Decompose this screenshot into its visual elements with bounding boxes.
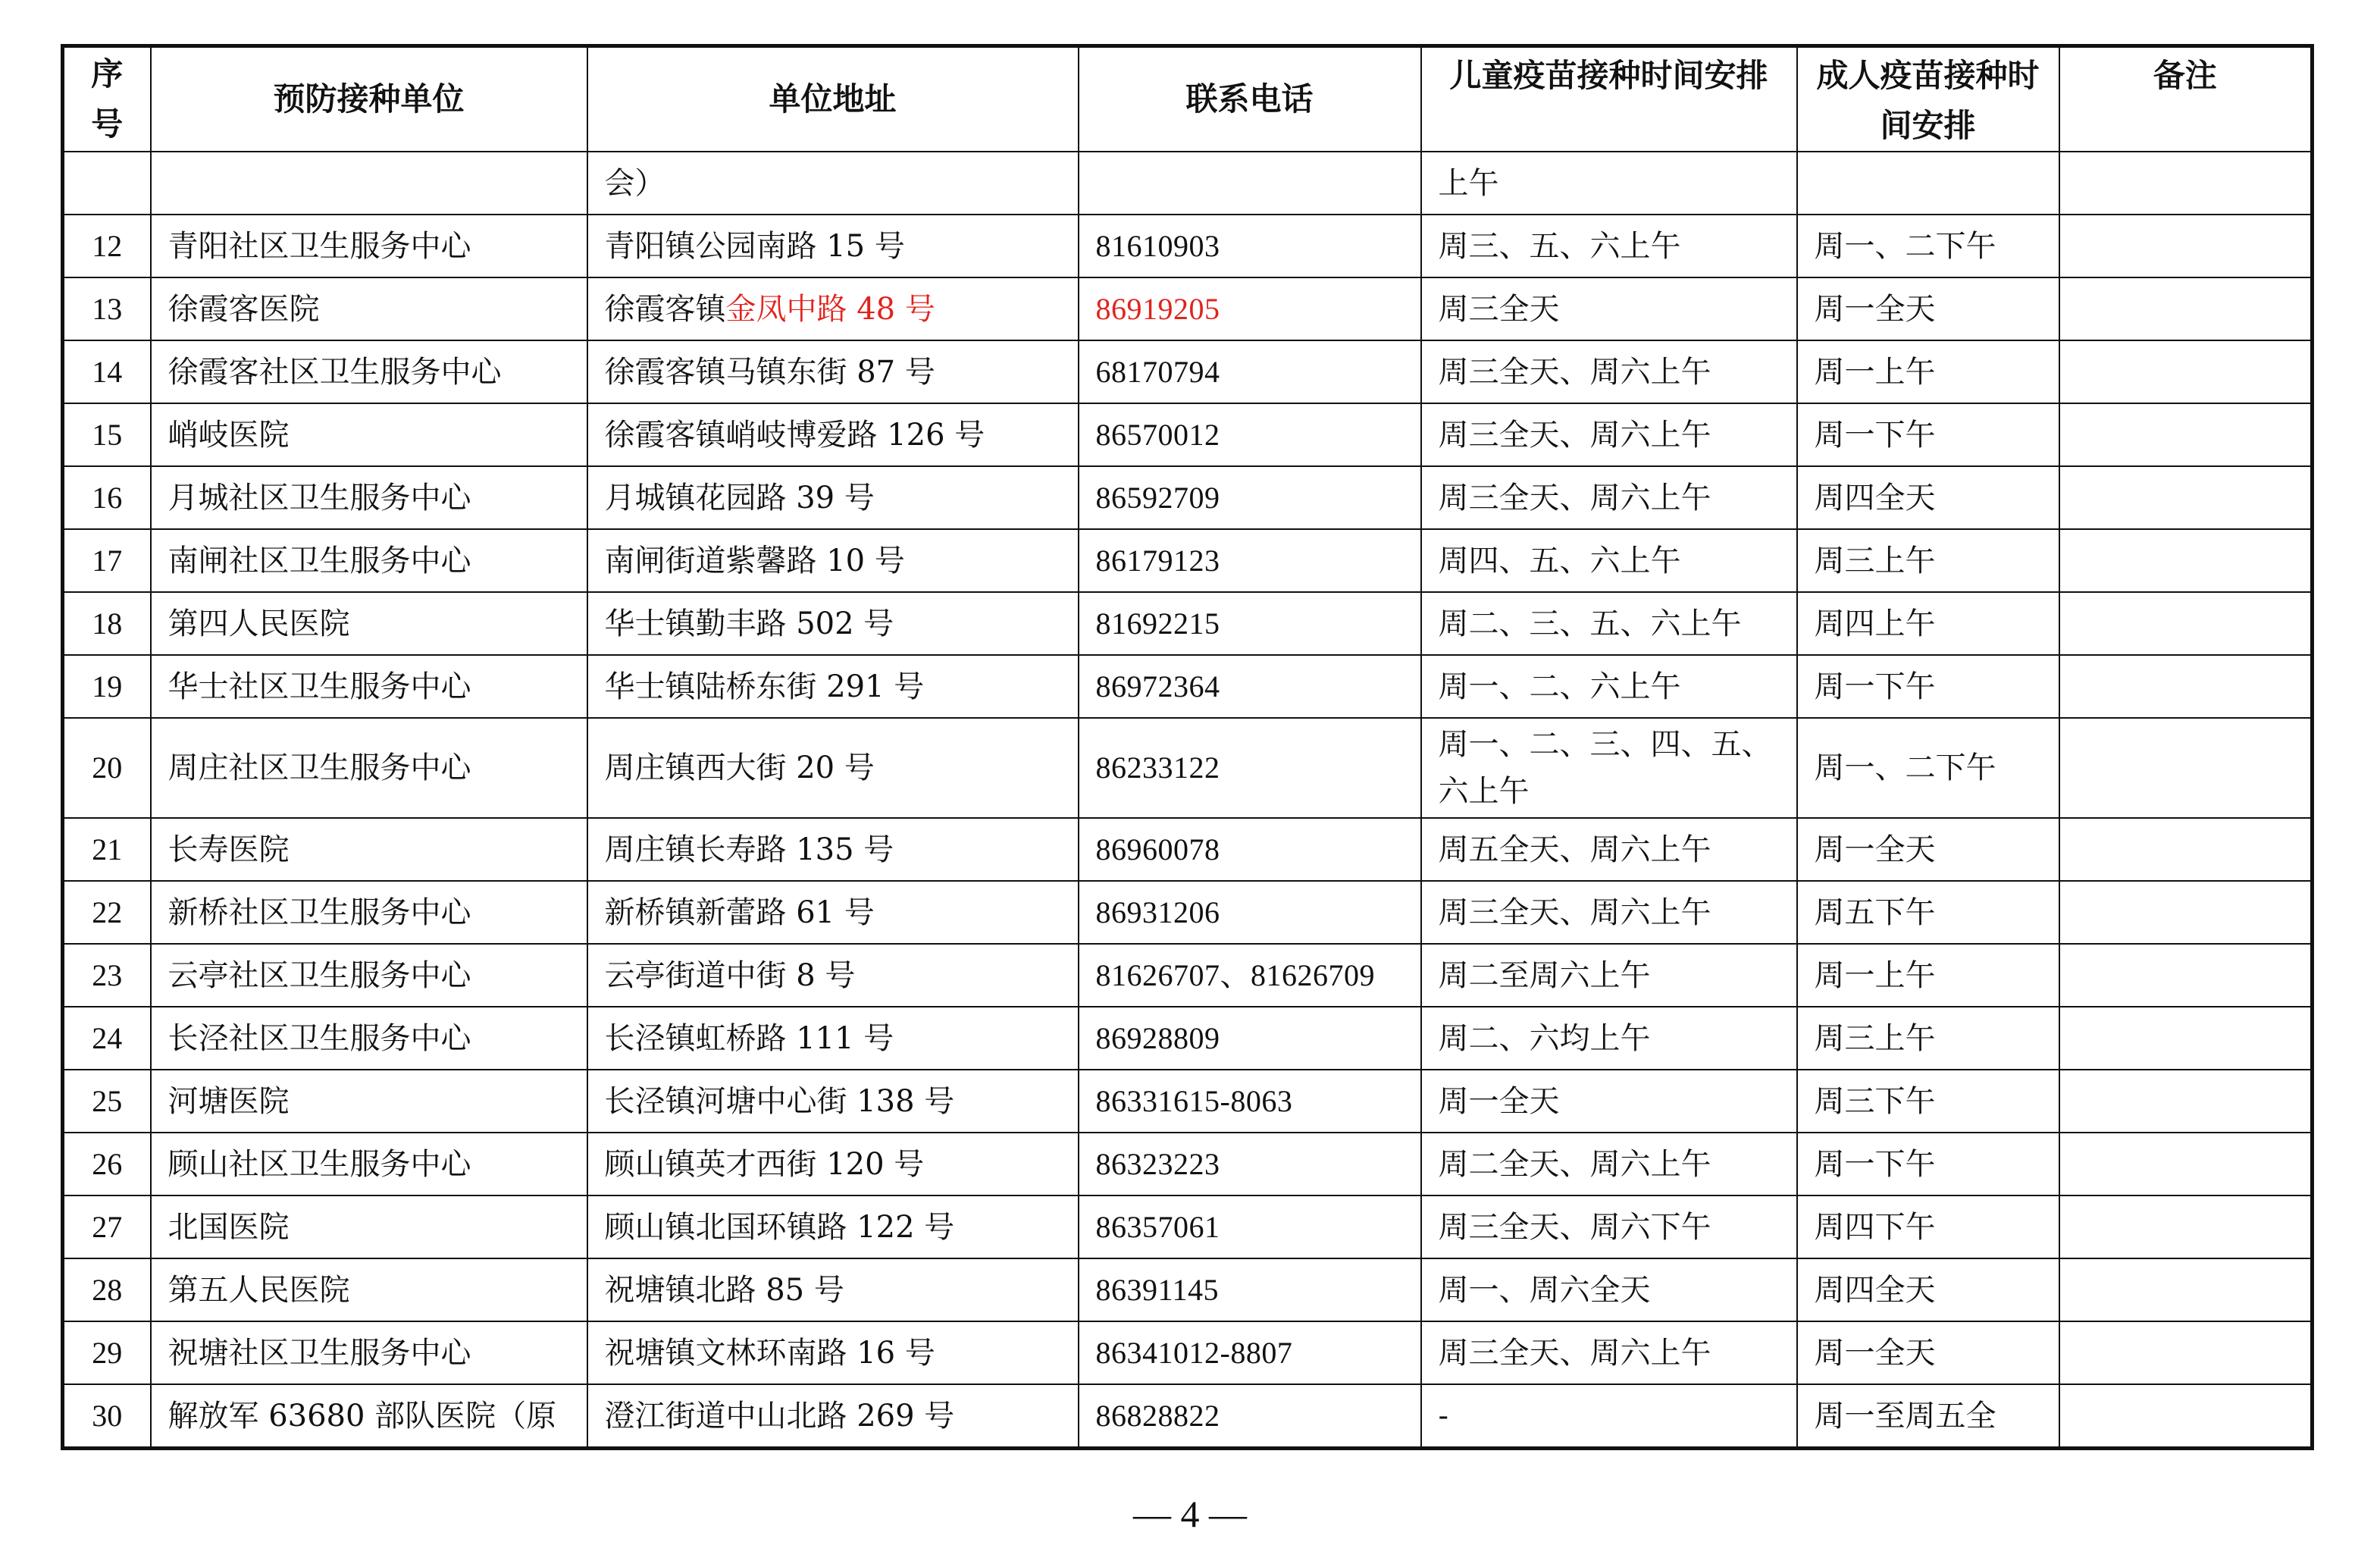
cell-unit: 顾山社区卫生服务中心 bbox=[151, 1133, 587, 1195]
cell-address: 长泾镇虹桥路 111 号 bbox=[587, 1007, 1079, 1070]
cell-phone: 86592709 bbox=[1079, 466, 1421, 529]
cell-note bbox=[2059, 1384, 2313, 1449]
header-index: 序号 bbox=[63, 46, 151, 152]
cell-phone: 86928809 bbox=[1079, 1007, 1421, 1070]
cell-unit: 南闸社区卫生服务中心 bbox=[151, 529, 587, 592]
cell-child-schedule: 周三全天、周六上午 bbox=[1421, 340, 1797, 403]
table-row bbox=[63, 529, 2313, 592]
page-number: — 4 — bbox=[1133, 1493, 1247, 1535]
cell-address: 徐霞客镇马镇东街 87 号 bbox=[587, 340, 1079, 403]
cell-adult-schedule: 周三上午 bbox=[1797, 529, 2059, 592]
cell-child-schedule: 周三全天 bbox=[1421, 277, 1797, 340]
cell-child-schedule: 周三全天、周六上午 bbox=[1421, 403, 1797, 466]
cell-address: 华士镇陆桥东街 291 号 bbox=[587, 655, 1079, 718]
cell-phone: 86828822 bbox=[1079, 1384, 1421, 1449]
cell-phone: 86391145 bbox=[1079, 1258, 1421, 1321]
cell-adult-schedule: 周三下午 bbox=[1797, 1070, 2059, 1133]
cell-note bbox=[2059, 1070, 2313, 1133]
cell-note bbox=[2059, 277, 2313, 340]
cell-note bbox=[2059, 818, 2313, 881]
table-row bbox=[63, 1070, 2313, 1133]
cell-address: 顾山镇北国环镇路 122 号 bbox=[587, 1195, 1079, 1258]
cell-note bbox=[2059, 1321, 2313, 1384]
cell-note bbox=[2059, 1007, 2313, 1070]
cell-note bbox=[2059, 529, 2313, 592]
cell-address: 青阳镇公园南路 15 号 bbox=[587, 215, 1079, 277]
cell-phone: 81692215 bbox=[1079, 592, 1421, 655]
cell-adult-schedule: 周四上午 bbox=[1797, 592, 2059, 655]
address-highlight-text: 金凤中路 48 号 bbox=[725, 291, 935, 327]
cell-adult-schedule: 周一全天 bbox=[1797, 277, 2059, 340]
cell-adult-schedule: 周一、二下午 bbox=[1797, 215, 2059, 277]
table-row bbox=[63, 881, 2313, 944]
cell-unit: 青阳社区卫生服务中心 bbox=[151, 215, 587, 277]
table-row bbox=[63, 818, 2313, 881]
cell-phone: 86331615-8063 bbox=[1079, 1070, 1421, 1133]
cell-index: 18 bbox=[63, 592, 151, 655]
table-body bbox=[63, 152, 2313, 1449]
cell-phone: 86931206 bbox=[1079, 881, 1421, 944]
cell-address: 南闸街道紫馨路 10 号 bbox=[587, 529, 1079, 592]
table-row bbox=[63, 944, 2313, 1007]
cell-child-schedule: 周三、五、六上午 bbox=[1421, 215, 1797, 277]
cell-child-schedule: 周一、周六全天 bbox=[1421, 1258, 1797, 1321]
cell-adult-schedule: 周三上午 bbox=[1797, 1007, 2059, 1070]
cell-note bbox=[2059, 215, 2313, 277]
cell-adult-schedule: 周一全天 bbox=[1797, 1321, 2059, 1384]
cell-phone: 81610903 bbox=[1079, 215, 1421, 277]
cell-unit: 第四人民医院 bbox=[151, 592, 587, 655]
header-adult-schedule: 成人疫苗接种时间安排 bbox=[1797, 46, 2059, 152]
cell-adult-schedule: 周四全天 bbox=[1797, 1258, 2059, 1321]
cell-index: 14 bbox=[63, 340, 151, 403]
cell-phone: 86972364 bbox=[1079, 655, 1421, 718]
cell-adult-schedule: 周五下午 bbox=[1797, 881, 2059, 944]
cell-phone: 86570012 bbox=[1079, 403, 1421, 466]
cell-address bbox=[587, 277, 1079, 340]
header-note: 备注 bbox=[2059, 46, 2313, 152]
cell-note bbox=[2059, 592, 2313, 655]
cell-adult-schedule: 周一至周五全 bbox=[1797, 1384, 2059, 1449]
cell-index: 29 bbox=[63, 1321, 151, 1384]
cell-index: 27 bbox=[63, 1195, 151, 1258]
table-row bbox=[63, 1133, 2313, 1195]
cell-adult-schedule: 周一下午 bbox=[1797, 1133, 2059, 1195]
cell-index: 15 bbox=[63, 403, 151, 466]
cell-index: 22 bbox=[63, 881, 151, 944]
cell-adult-schedule: 周四下午 bbox=[1797, 1195, 2059, 1258]
header-phone: 联系电话 bbox=[1079, 46, 1421, 152]
cell-child-schedule: - bbox=[1421, 1384, 1797, 1449]
cell-unit: 解放军 63680 部队医院（原 bbox=[151, 1384, 587, 1449]
cell-address: 徐霞客镇峭岐博爱路 126 号 bbox=[587, 403, 1079, 466]
cell-unit: 北国医院 bbox=[151, 1195, 587, 1258]
cell-unit: 徐霞客医院 bbox=[151, 277, 587, 340]
cell-unit: 长寿医院 bbox=[151, 818, 587, 881]
vaccination-schedule-table bbox=[61, 44, 2314, 1450]
table-row bbox=[63, 592, 2313, 655]
cell-address: 华士镇勤丰路 502 号 bbox=[587, 592, 1079, 655]
table-row bbox=[63, 718, 2313, 818]
table-row bbox=[63, 466, 2313, 529]
cell-note bbox=[2059, 944, 2313, 1007]
cell-address: 会） bbox=[587, 152, 1079, 215]
cell-address: 周庄镇西大街 20 号 bbox=[587, 718, 1079, 818]
cell-unit: 徐霞客社区卫生服务中心 bbox=[151, 340, 587, 403]
cell-address: 祝塘镇北路 85 号 bbox=[587, 1258, 1079, 1321]
cell-note bbox=[2059, 1195, 2313, 1258]
cell-adult-schedule: 周一上午 bbox=[1797, 944, 2059, 1007]
cell-unit: 第五人民医院 bbox=[151, 1258, 587, 1321]
cell-index: 30 bbox=[63, 1384, 151, 1449]
cell-index: 24 bbox=[63, 1007, 151, 1070]
table-row bbox=[63, 215, 2313, 277]
cell-adult-schedule: 周一下午 bbox=[1797, 403, 2059, 466]
cell-unit: 月城社区卫生服务中心 bbox=[151, 466, 587, 529]
table-row bbox=[63, 1195, 2313, 1258]
cell-unit: 云亭社区卫生服务中心 bbox=[151, 944, 587, 1007]
cell-index: 28 bbox=[63, 1258, 151, 1321]
cell-index: 25 bbox=[63, 1070, 151, 1133]
cell-index: 13 bbox=[63, 277, 151, 340]
table-row bbox=[63, 1007, 2313, 1070]
cell-adult-schedule: 周一上午 bbox=[1797, 340, 2059, 403]
cell-child-schedule: 周一、二、六上午 bbox=[1421, 655, 1797, 718]
cell-address: 新桥镇新蕾路 61 号 bbox=[587, 881, 1079, 944]
document-sheet bbox=[61, 44, 2310, 1450]
cell-phone: 86919205 bbox=[1079, 277, 1421, 340]
cell-child-schedule: 周二至周六上午 bbox=[1421, 944, 1797, 1007]
cell-address: 长泾镇河塘中心街 138 号 bbox=[587, 1070, 1079, 1133]
cell-index bbox=[63, 152, 151, 215]
cell-unit: 长泾社区卫生服务中心 bbox=[151, 1007, 587, 1070]
cell-phone: 86179123 bbox=[1079, 529, 1421, 592]
cell-note bbox=[2059, 881, 2313, 944]
header-child-schedule: 儿童疫苗接种时间安排 bbox=[1421, 46, 1797, 152]
cell-index: 12 bbox=[63, 215, 151, 277]
address-text: 徐霞客镇 bbox=[604, 291, 726, 327]
cell-adult-schedule bbox=[1797, 152, 2059, 215]
cell-child-schedule: 周三全天、周六下午 bbox=[1421, 1195, 1797, 1258]
table-header-row bbox=[63, 46, 2313, 152]
cell-address: 祝塘镇文林环南路 16 号 bbox=[587, 1321, 1079, 1384]
cell-address: 云亭街道中街 8 号 bbox=[587, 944, 1079, 1007]
cell-unit: 河塘医院 bbox=[151, 1070, 587, 1133]
table-row bbox=[63, 1258, 2313, 1321]
table-row bbox=[63, 403, 2313, 466]
cell-address: 顾山镇英才西街 120 号 bbox=[587, 1133, 1079, 1195]
cell-child-schedule: 周二、三、五、六上午 bbox=[1421, 592, 1797, 655]
cell-index: 19 bbox=[63, 655, 151, 718]
cell-child-schedule: 周一全天 bbox=[1421, 1070, 1797, 1133]
cell-child-schedule: 周五全天、周六上午 bbox=[1421, 818, 1797, 881]
cell-phone bbox=[1079, 152, 1421, 215]
cell-index: 16 bbox=[63, 466, 151, 529]
cell-unit: 峭岐医院 bbox=[151, 403, 587, 466]
cell-adult-schedule: 周一下午 bbox=[1797, 655, 2059, 718]
cell-address: 月城镇花园路 39 号 bbox=[587, 466, 1079, 529]
cell-note bbox=[2059, 718, 2313, 818]
cell-address: 周庄镇长寿路 135 号 bbox=[587, 818, 1079, 881]
table-row bbox=[63, 1321, 2313, 1384]
cell-child-schedule: 周四、五、六上午 bbox=[1421, 529, 1797, 592]
cell-note bbox=[2059, 466, 2313, 529]
cell-phone: 86341012-8807 bbox=[1079, 1321, 1421, 1384]
cell-child-schedule: 周三全天、周六上午 bbox=[1421, 881, 1797, 944]
table-row bbox=[63, 1384, 2313, 1449]
cell-child-schedule: 周一、二、三、四、五、六上午 bbox=[1421, 718, 1797, 818]
cell-child-schedule: 周二全天、周六上午 bbox=[1421, 1133, 1797, 1195]
cell-phone: 86233122 bbox=[1079, 718, 1421, 818]
continuation-row bbox=[63, 152, 2313, 215]
cell-unit: 华士社区卫生服务中心 bbox=[151, 655, 587, 718]
cell-child-schedule: 上午 bbox=[1421, 152, 1797, 215]
cell-note bbox=[2059, 655, 2313, 718]
cell-phone: 86357061 bbox=[1079, 1195, 1421, 1258]
cell-unit: 周庄社区卫生服务中心 bbox=[151, 718, 587, 818]
cell-phone: 68170794 bbox=[1079, 340, 1421, 403]
cell-adult-schedule: 周一、二下午 bbox=[1797, 718, 2059, 818]
cell-note bbox=[2059, 1133, 2313, 1195]
header-unit: 预防接种单位 bbox=[151, 46, 587, 152]
cell-phone: 86323223 bbox=[1079, 1133, 1421, 1195]
table-row bbox=[63, 340, 2313, 403]
cell-phone: 81626707、81626709 bbox=[1079, 944, 1421, 1007]
cell-unit: 新桥社区卫生服务中心 bbox=[151, 881, 587, 944]
cell-note bbox=[2059, 152, 2313, 215]
cell-unit: 祝塘社区卫生服务中心 bbox=[151, 1321, 587, 1384]
cell-index: 21 bbox=[63, 818, 151, 881]
cell-child-schedule: 周三全天、周六上午 bbox=[1421, 1321, 1797, 1384]
cell-index: 26 bbox=[63, 1133, 151, 1195]
table-row bbox=[63, 277, 2313, 340]
cell-unit bbox=[151, 152, 587, 215]
cell-index: 20 bbox=[63, 718, 151, 818]
cell-child-schedule: 周三全天、周六上午 bbox=[1421, 466, 1797, 529]
table-row bbox=[63, 655, 2313, 718]
cell-index: 23 bbox=[63, 944, 151, 1007]
cell-child-schedule: 周二、六均上午 bbox=[1421, 1007, 1797, 1070]
cell-note bbox=[2059, 403, 2313, 466]
cell-phone: 86960078 bbox=[1079, 818, 1421, 881]
cell-address: 澄江街道中山北路 269 号 bbox=[587, 1384, 1079, 1449]
cell-index: 17 bbox=[63, 529, 151, 592]
cell-adult-schedule: 周四全天 bbox=[1797, 466, 2059, 529]
cell-note bbox=[2059, 1258, 2313, 1321]
cell-note bbox=[2059, 340, 2313, 403]
cell-adult-schedule: 周一全天 bbox=[1797, 818, 2059, 881]
header-address: 单位地址 bbox=[587, 46, 1079, 152]
